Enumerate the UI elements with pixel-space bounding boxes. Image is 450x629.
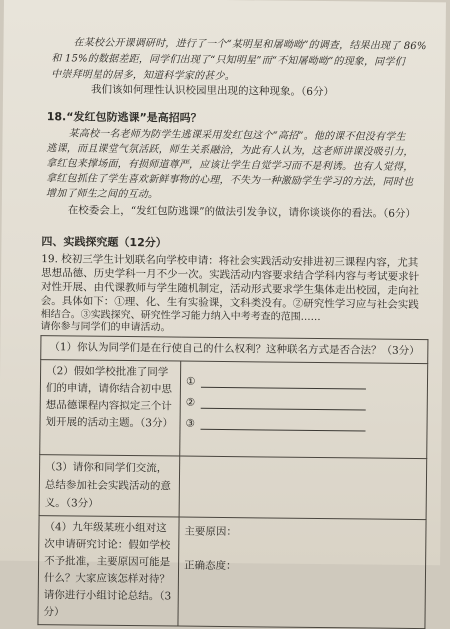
q18-body-line: 增加了师生之间的互动。	[45, 188, 159, 201]
answer-4-cell[interactable]	[178, 517, 426, 629]
marker-1: ①	[185, 375, 196, 388]
q19-prompt: 请你参与同学们的申请活动。	[40, 321, 171, 334]
q17-question: 我们该如何理性认识校园里出现的这种现象。（6分）	[90, 83, 335, 99]
q18-body-line: 逃课，而且课堂气氛活跃，师生关系融洽，为此有人认为，这老师讲课没吸引力，	[46, 143, 414, 158]
main-reason-label: 主要原因：	[184, 525, 237, 539]
answer-line-1[interactable]	[186, 374, 422, 397]
answer-2-cell[interactable]	[180, 361, 428, 459]
q18-body-line: 某高校一名老师为防学生逃课采用发红包这个“高招”。他的课不但没有学生	[68, 128, 406, 143]
answer-table	[37, 335, 428, 629]
q19-line: 对性开展、由代课教师与学生随机制定，活动形式要求学生集体走出校园，走向社	[40, 281, 420, 298]
table-row	[39, 455, 427, 520]
q19-line: 会。具体如下：①理、化、生有实验课，文科类没有。②研究性学习应与社会实践	[40, 295, 419, 312]
table-row	[40, 360, 428, 459]
q19-line: 相结合。③实践探究、研究性学习能力纳入中考考查的范围……	[40, 309, 321, 324]
q18-question: 在校委会上，“发红包防逃课”的做法引发争议，请你谈谈你的看法。（6分）	[67, 204, 417, 221]
section-4-title: 四、实践探究题（12分）	[41, 235, 167, 250]
answer-line-2[interactable]	[186, 395, 422, 418]
q17-line-2: 和 15%的数据差距，同学们出现了“只知明星”而“不知屠呦呦”的现象，同学们	[51, 53, 405, 68]
q19-line: 思想品德、历史学科一月不少一次。实践活动内容要求结合学科内容与考试要求针	[41, 267, 420, 284]
q18-title: 18.“发红包防逃课”是高招吗？	[46, 110, 202, 125]
marker-2: ②	[185, 396, 196, 409]
marker-3: ③	[185, 417, 196, 430]
q18-body-line: 拿红包来撑场面，有损师道尊严，应该让学生自觉学习而不是利诱。也有人觉得，	[46, 158, 414, 173]
question-3-cell: （3）请你和同学们交流，总结参加社会实践活动的意义。（3分）	[39, 455, 180, 517]
q17-line-3: 中崇拜明星的居多，知道科学家的甚少。	[51, 69, 235, 83]
correct-attitude-label: 正确态度：	[184, 559, 237, 573]
q18-body-line: 拿红包抓住了学生喜欢新鲜事物的心理，不失为一种激励学生学习的方法，同时也	[46, 173, 414, 188]
q17-line-1: 在某校公开课调研时，进行了一个“某明星和屠呦呦”的调查，结果出现了 86%	[73, 37, 427, 53]
q19-line: 19. 校初三学生计划联名向学校申请：将社会实践活动安排进初三课程内容，尤其	[41, 253, 419, 270]
question-2-cell: （2）假如学校批准了同学们的申请，请你结合初中思想品德课程内容拟定三个计划开展的活动主题。（3分）	[40, 360, 181, 456]
answer-3-cell[interactable]	[179, 456, 427, 520]
table-row	[38, 516, 426, 629]
question-4-cell: （4）九年级某班小组对这次申请研究讨论：假如学校不予批准，主要原因可能是什么？大家应该怎样对待？请你进行小组讨论总结。（3分）	[38, 516, 179, 626]
question-1-cell: （1）你认为同学们是在行使自己的什么权利？这种联名方式是否合法？（3分）	[41, 336, 428, 364]
answer-line-3[interactable]	[185, 416, 421, 439]
